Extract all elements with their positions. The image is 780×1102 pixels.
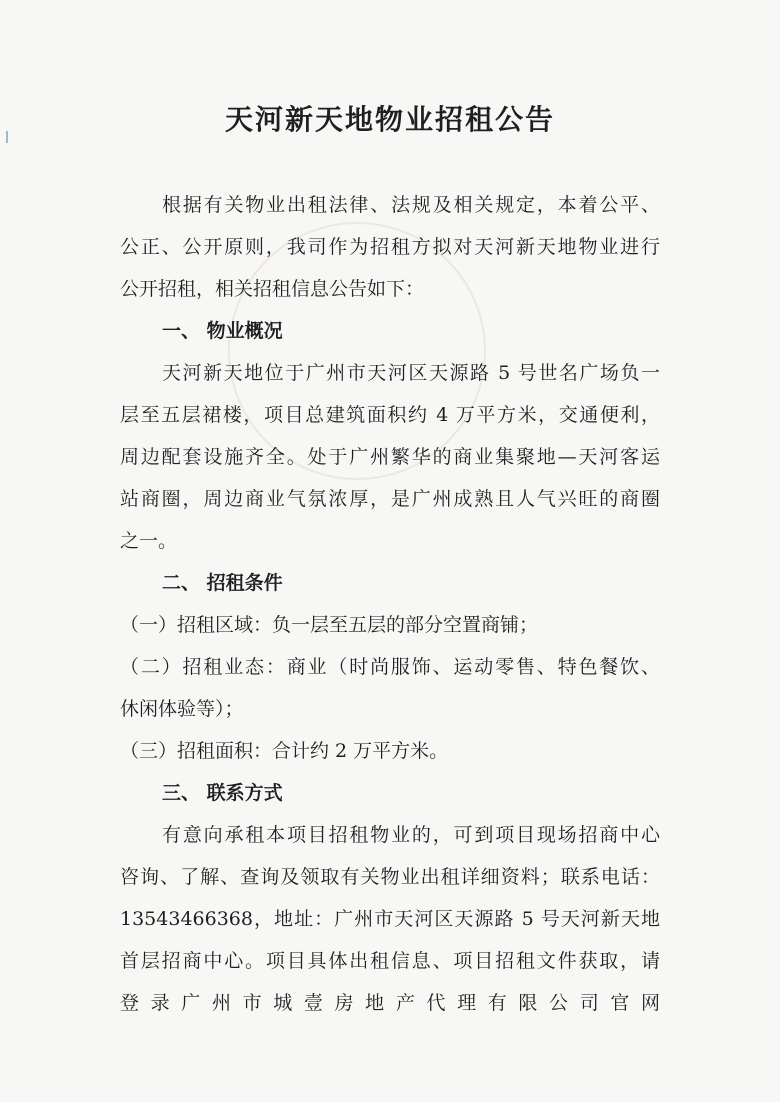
section-heading-rental-conditions: 二、 招租条件 (162, 572, 283, 594)
paragraph-line: 天河新天地位于广州市天河区天源路 5 号世名广场负一 (162, 362, 660, 384)
paragraph-line: 咨询、了解、查询及领取有关物业出租详细资料；联系电话： (120, 866, 660, 888)
document-title: 天河新天地物业招租公告 (224, 103, 555, 136)
section-heading-property-overview: 一、 物业概况 (162, 320, 283, 342)
list-item-rental-size: （三）招租面积：合计约 2 万平方米。 (120, 740, 449, 762)
paragraph-line: 公正、公开原则，我司作为招租方拟对天河新天地物业进行 (120, 236, 660, 258)
paragraph-line: 之一。 (120, 530, 178, 552)
list-item-rental-area: （一）招租区域：负一层至五层的部分空置商铺； (120, 614, 539, 636)
paragraph-line: 有意向承租本项目招租物业的，可到项目现场招商中心 (162, 824, 660, 846)
section-heading-contact: 三、 联系方式 (162, 782, 283, 804)
contact-phone-address-line: 13543466368，地址：广州市天河区天源路 5 号天河新天地 (120, 908, 660, 930)
paragraph-line: 周边配套设施齐全。处于广州繁华的商业集聚地—天河客运 (120, 446, 660, 468)
list-item-business-type-cont: 休闲体验等）； (120, 698, 244, 720)
paragraph-line: 层至五层裙楼，项目总建筑面积约 4 万平方米，交通便利， (120, 404, 660, 426)
paragraph-line: 首层招商中心。项目具体出租信息、项目招租文件获取，请 (120, 950, 660, 972)
list-item-business-type: （二）招租业态：商业（时尚服饰、运动零售、特色餐饮、 (120, 656, 660, 678)
paragraph-line: 登录广州市城壹房地产代理有限公司官网 (120, 992, 660, 1014)
paragraph-line: 根据有关物业出租法律、法规及相关规定，本着公平、 (162, 194, 660, 216)
paragraph-line: 公开招租，相关招租信息公告如下： (120, 278, 425, 300)
paragraph-line: 站商圈，周边商业气氛浓厚，是广州成熟且人气兴旺的商圈 (120, 488, 660, 510)
